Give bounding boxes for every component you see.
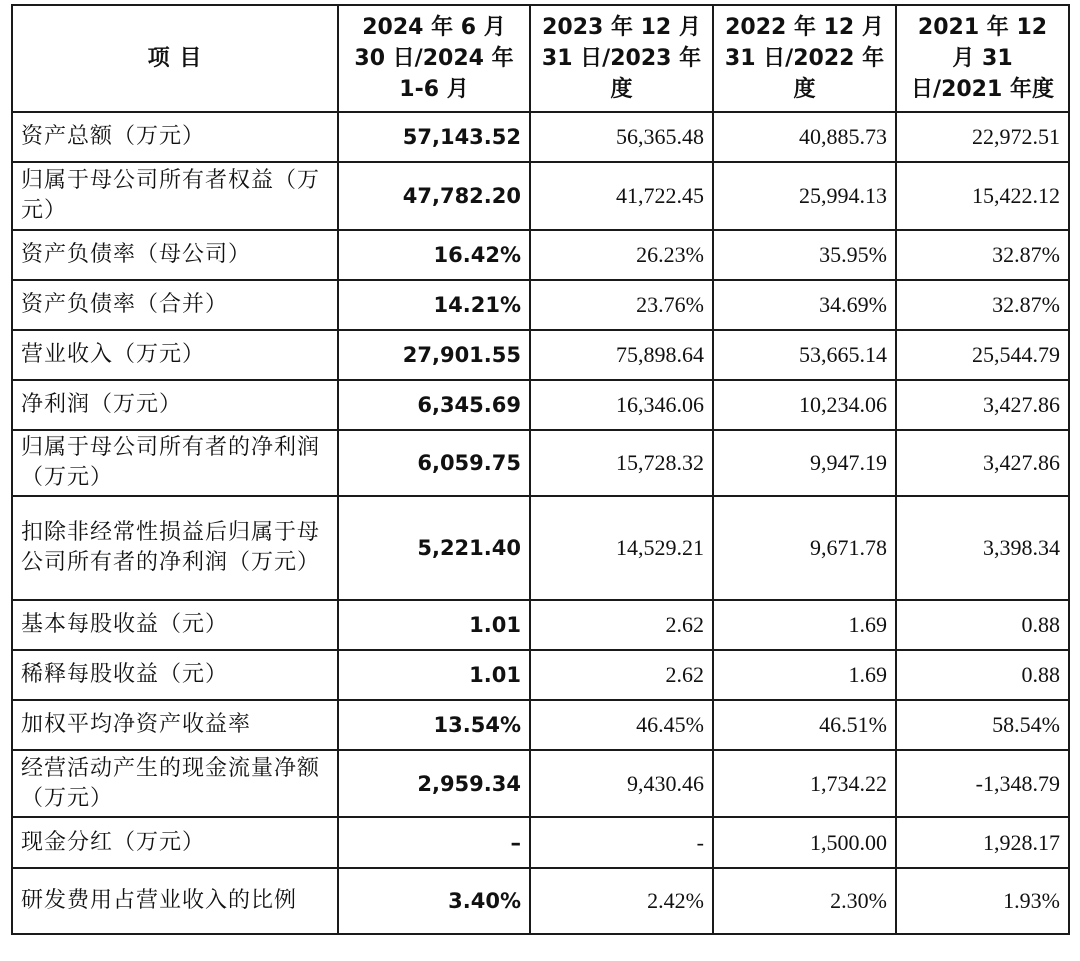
cell-2022: 9,671.78 bbox=[713, 496, 896, 600]
cell-2021: 3,427.86 bbox=[896, 380, 1069, 430]
cell-2023: 23.76% bbox=[530, 280, 713, 330]
table-row bbox=[12, 430, 1069, 496]
cell-2024h1: 2,959.34 bbox=[338, 750, 530, 817]
row-label: 基本每股收益（元） bbox=[12, 600, 338, 650]
cell-2021: 1,928.17 bbox=[896, 817, 1069, 868]
cell-2021: 32.87% bbox=[896, 280, 1069, 330]
cell-2021: 3,427.86 bbox=[896, 430, 1069, 496]
header-2024h1: 2024 年 6 月 30 日/2024 年 1-6 月 bbox=[338, 5, 530, 112]
cell-2024h1: 1.01 bbox=[338, 650, 530, 700]
cell-2023: 15,728.32 bbox=[530, 430, 713, 496]
table-row bbox=[12, 600, 1069, 650]
cell-2022: 34.69% bbox=[713, 280, 896, 330]
cell-2024h1: 6,059.75 bbox=[338, 430, 530, 496]
cell-2023: 2.42% bbox=[530, 868, 713, 934]
row-label: 现金分红（万元） bbox=[12, 817, 338, 868]
table-row bbox=[12, 650, 1069, 700]
header-2022: 2022 年 12 月 31 日/2022 年度 bbox=[713, 5, 896, 112]
row-label: 扣除非经常性损益后归属于母公司所有者的净利润（万元） bbox=[12, 496, 338, 600]
cell-2021: 22,972.51 bbox=[896, 112, 1069, 162]
cell-2024h1: 14.21% bbox=[338, 280, 530, 330]
cell-2022: 1.69 bbox=[713, 600, 896, 650]
row-label: 研发费用占营业收入的比例 bbox=[12, 868, 338, 934]
cell-2021: 1.93% bbox=[896, 868, 1069, 934]
cell-2022: 2.30% bbox=[713, 868, 896, 934]
cell-2023: 56,365.48 bbox=[530, 112, 713, 162]
row-label: 经营活动产生的现金流量净额（万元） bbox=[12, 750, 338, 817]
cell-2022: 1,734.22 bbox=[713, 750, 896, 817]
cell-2022: 1,500.00 bbox=[713, 817, 896, 868]
cell-2024h1: 57,143.52 bbox=[338, 112, 530, 162]
financial-indicators-table bbox=[11, 4, 1070, 935]
cell-2022: 46.51% bbox=[713, 700, 896, 750]
row-label: 资产总额（万元） bbox=[12, 112, 338, 162]
cell-2023: 75,898.64 bbox=[530, 330, 713, 380]
cell-2024h1: 6,345.69 bbox=[338, 380, 530, 430]
table-row bbox=[12, 280, 1069, 330]
row-label: 稀释每股收益（元） bbox=[12, 650, 338, 700]
cell-2024h1: 5,221.40 bbox=[338, 496, 530, 600]
row-label: 资产负债率（合并） bbox=[12, 280, 338, 330]
table-row bbox=[12, 112, 1069, 162]
table-row bbox=[12, 868, 1069, 934]
table-row bbox=[12, 330, 1069, 380]
row-label: 归属于母公司所有者权益（万元） bbox=[12, 162, 338, 230]
cell-2024h1: 13.54% bbox=[338, 700, 530, 750]
cell-2021: -1,348.79 bbox=[896, 750, 1069, 817]
row-label: 归属于母公司所有者的净利润（万元） bbox=[12, 430, 338, 496]
table-row bbox=[12, 230, 1069, 280]
header-2023: 2023 年 12 月 31 日/2023 年度 bbox=[530, 5, 713, 112]
cell-2021: 25,544.79 bbox=[896, 330, 1069, 380]
row-label: 加权平均净资产收益率 bbox=[12, 700, 338, 750]
table-row bbox=[12, 700, 1069, 750]
table-row bbox=[12, 750, 1069, 817]
cell-2023: 41,722.45 bbox=[530, 162, 713, 230]
cell-2023: 2.62 bbox=[530, 600, 713, 650]
cell-2023: 9,430.46 bbox=[530, 750, 713, 817]
cell-2021: 15,422.12 bbox=[896, 162, 1069, 230]
cell-2021: 3,398.34 bbox=[896, 496, 1069, 600]
cell-2022: 25,994.13 bbox=[713, 162, 896, 230]
cell-2021: 0.88 bbox=[896, 650, 1069, 700]
table-row bbox=[12, 380, 1069, 430]
cell-2024h1: 16.42% bbox=[338, 230, 530, 280]
cell-2024h1: 47,782.20 bbox=[338, 162, 530, 230]
cell-2023: 26.23% bbox=[530, 230, 713, 280]
header-row bbox=[12, 5, 1069, 112]
row-label: 净利润（万元） bbox=[12, 380, 338, 430]
cell-2024h1: 27,901.55 bbox=[338, 330, 530, 380]
table-row bbox=[12, 162, 1069, 230]
cell-2021: 58.54% bbox=[896, 700, 1069, 750]
header-item: 项 目 bbox=[12, 5, 338, 112]
cell-2021: 32.87% bbox=[896, 230, 1069, 280]
row-label: 营业收入（万元） bbox=[12, 330, 338, 380]
cell-2022: 9,947.19 bbox=[713, 430, 896, 496]
cell-2023: 46.45% bbox=[530, 700, 713, 750]
cell-2022: 40,885.73 bbox=[713, 112, 896, 162]
cell-2023: 16,346.06 bbox=[530, 380, 713, 430]
cell-2024h1: 3.40% bbox=[338, 868, 530, 934]
cell-2024h1: 1.01 bbox=[338, 600, 530, 650]
row-label: 资产负债率（母公司） bbox=[12, 230, 338, 280]
cell-2021: 0.88 bbox=[896, 600, 1069, 650]
cell-2023: 14,529.21 bbox=[530, 496, 713, 600]
cell-2023: 2.62 bbox=[530, 650, 713, 700]
cell-2022: 10,234.06 bbox=[713, 380, 896, 430]
cell-2024h1: – bbox=[338, 817, 530, 868]
cell-2022: 53,665.14 bbox=[713, 330, 896, 380]
table-row bbox=[12, 496, 1069, 600]
header-2021: 2021 年 12 月 31 日/2021 年度 bbox=[896, 5, 1069, 112]
cell-2022: 35.95% bbox=[713, 230, 896, 280]
table-row bbox=[12, 817, 1069, 868]
cell-2023: - bbox=[530, 817, 713, 868]
cell-2022: 1.69 bbox=[713, 650, 896, 700]
